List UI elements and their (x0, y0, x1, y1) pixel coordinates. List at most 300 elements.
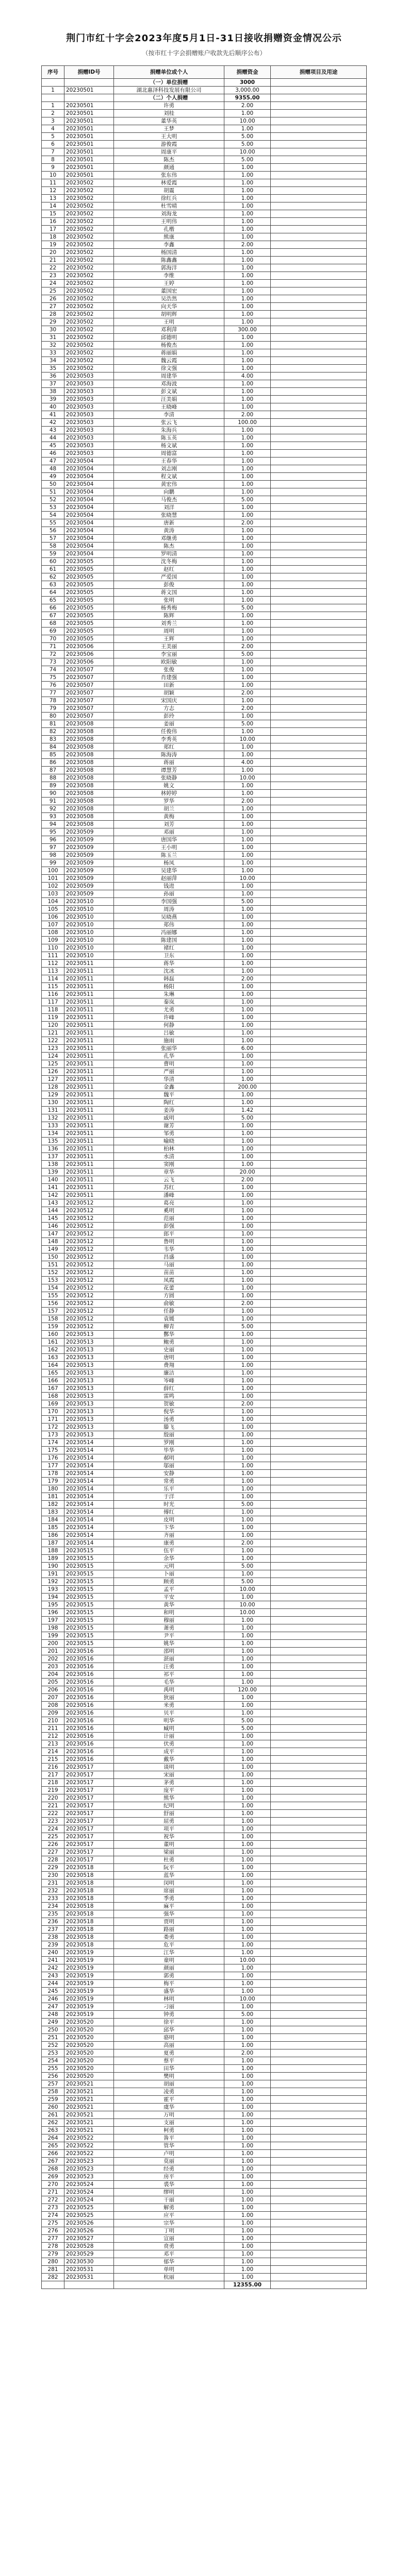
table-row (42, 573, 367, 581)
row-no: 281 (42, 2266, 64, 2274)
row-amount: 1.00 (224, 890, 271, 898)
row-no: 141 (42, 1184, 64, 1192)
row-no: 193 (42, 1586, 64, 1594)
row-amount: 1.00 (224, 767, 271, 774)
row-usage (271, 2158, 367, 2165)
row-amount: 1.00 (224, 2158, 271, 2165)
row-amount: 1.00 (224, 1068, 271, 1076)
row-no: 196 (42, 1609, 64, 1617)
row-no: 14 (42, 202, 64, 210)
row-id: 20230501 (64, 117, 114, 125)
row-usage (271, 2080, 367, 2088)
row-id: 20230507 (64, 689, 114, 697)
row-id: 20230530 (64, 2258, 114, 2266)
row-id: 20230511 (64, 1184, 114, 1192)
row-usage (271, 1957, 367, 1964)
row-usage (271, 1346, 367, 1354)
row-usage (271, 1563, 367, 1570)
row-no: 123 (42, 1045, 64, 1053)
row-no: 83 (42, 736, 64, 743)
row-id: 20230509 (64, 844, 114, 852)
table-row (42, 1856, 367, 1864)
row-usage (271, 589, 367, 597)
row-no: 45 (42, 442, 64, 450)
row-no: 59 (42, 550, 64, 558)
table-row (42, 759, 367, 767)
row-amount: 1.00 (224, 1192, 271, 1199)
row-donor: 马丽 (114, 1261, 224, 1269)
row-no: 190 (42, 1563, 64, 1570)
row-amount: 1.00 (224, 1308, 271, 1315)
row-amount: 1.00 (224, 844, 271, 852)
table-row (42, 543, 367, 550)
row-id: 20230513 (64, 1400, 114, 1408)
row-donor: 杜雪晴 (114, 202, 224, 210)
table-row (42, 852, 367, 859)
row-usage (271, 1331, 367, 1338)
row-donor: 杨俊杰 (114, 342, 224, 349)
row-no: 66 (42, 604, 64, 612)
row-id: 20230520 (64, 2057, 114, 2065)
row-no: 219 (42, 1787, 64, 1794)
row-amount: 5.00 (224, 1725, 271, 1733)
row-amount: 1.00 (224, 1825, 271, 1833)
row-amount: 2.00 (224, 2049, 271, 2057)
row-id: 20230517 (64, 1787, 114, 1794)
row-no: 1 (42, 102, 64, 110)
row-amount: 1.00 (224, 218, 271, 226)
row-id: 20230502 (64, 179, 114, 187)
row-id: 20230528 (64, 2243, 114, 2250)
row-usage (271, 1083, 367, 1091)
row-no: 232 (42, 1887, 64, 1895)
table-row (42, 1153, 367, 1161)
row-id: 20230518 (64, 1872, 114, 1879)
row-usage (271, 1586, 367, 1594)
table-row (42, 1346, 367, 1354)
row-no: 72 (42, 651, 64, 658)
row-id: 20230511 (64, 1068, 114, 1076)
row-donor: 魏云霞 (114, 357, 224, 365)
row-no: 178 (42, 1470, 64, 1478)
row-donor: 郭海洋 (114, 264, 224, 272)
table-row (42, 195, 367, 202)
row-donor: 宣丽 (114, 2235, 224, 2243)
row-id: 20230517 (64, 1810, 114, 1818)
table-row (42, 782, 367, 790)
row-usage (271, 396, 367, 403)
table-row (42, 125, 367, 133)
row-id: 20230514 (64, 1501, 114, 1509)
row-id: 20230503 (64, 380, 114, 388)
row-id: 20230513 (64, 1431, 114, 1439)
row-amount: 1.00 (224, 790, 271, 798)
row-donor: 严丽 (114, 1068, 224, 1076)
row-usage (271, 790, 367, 798)
row-donor: 袁媛 (114, 1315, 224, 1323)
row-donor: 明华 (114, 1717, 224, 1725)
row-amount: 1.00 (224, 1362, 271, 1369)
row-no: 205 (42, 1679, 64, 1686)
row-amount: 1.00 (224, 488, 271, 496)
row-no: 136 (42, 1145, 64, 1153)
table-row (42, 898, 367, 906)
row-id: 20230514 (64, 1470, 114, 1478)
table-row (42, 736, 367, 743)
row-amount: 1.00 (224, 264, 271, 272)
row-no: 118 (42, 1006, 64, 1014)
row-amount: 1.00 (224, 566, 271, 573)
table-row (42, 372, 367, 380)
row-donor: 姜涛 (114, 1107, 224, 1114)
table-row (42, 767, 367, 774)
row-donor: 裘华 (114, 2181, 224, 2189)
row-usage (271, 566, 367, 573)
row-usage (271, 620, 367, 628)
row-usage (271, 357, 367, 365)
row-usage (271, 334, 367, 342)
row-usage (271, 774, 367, 782)
row-amount: 1.00 (224, 1980, 271, 1988)
row-donor: 俞敏 (114, 1300, 224, 1308)
row-amount: 10.00 (224, 774, 271, 782)
row-donor: 吴建华 (114, 867, 224, 875)
row-no: 201 (42, 1648, 64, 1655)
row-donor: 黄涛 (114, 527, 224, 535)
row-amount: 1.00 (224, 1648, 271, 1655)
row-id: 20230511 (64, 991, 114, 998)
row-id: 20230514 (64, 1532, 114, 1539)
row-id: 20230526 (64, 2227, 114, 2235)
row-donor: 和明 (114, 1609, 224, 1617)
row-amount: 1.00 (224, 1122, 271, 1130)
table-row (42, 2235, 367, 2243)
row-donor: 苏红 (114, 1184, 224, 1192)
table-row (42, 318, 367, 326)
row-no: 54 (42, 512, 64, 519)
row-id: 20230519 (64, 2003, 114, 2011)
row-no: 80 (42, 713, 64, 720)
row-usage (271, 1192, 367, 1199)
row-amount: 1.00 (224, 318, 271, 326)
row-no: 53 (42, 504, 64, 512)
row-no: 140 (42, 1176, 64, 1184)
row-usage (271, 2258, 367, 2266)
row-usage (271, 1393, 367, 1400)
row-usage (271, 2127, 367, 2134)
row-id: 20230518 (64, 1941, 114, 1949)
row-amount: 1.00 (224, 2181, 271, 2189)
row-id: 20230518 (64, 1895, 114, 1903)
table-row (42, 1192, 367, 1199)
row-amount: 5.00 (224, 1323, 271, 1331)
row-no: 166 (42, 1377, 64, 1385)
row-donor: 应平 (114, 2212, 224, 2219)
row-donor: 史丽 (114, 1346, 224, 1354)
table-row (42, 929, 367, 937)
section-org-row (42, 79, 367, 87)
row-id: 20230512 (64, 1253, 114, 1261)
row-donor: 毛华 (114, 1679, 224, 1686)
row-usage (271, 1338, 367, 1346)
row-no: 227 (42, 1849, 64, 1856)
table-row (42, 1184, 367, 1192)
row-usage (271, 450, 367, 457)
row-usage (271, 1439, 367, 1447)
table-row (42, 1122, 367, 1130)
row-usage (271, 264, 367, 272)
row-donor: 祁平 (114, 1671, 224, 1679)
row-id: 20230509 (64, 867, 114, 875)
row-id: 20230513 (64, 1385, 114, 1393)
row-donor: 万明 (114, 2111, 224, 2119)
row-no: 127 (42, 1076, 64, 1083)
row-usage (271, 2235, 367, 2243)
row-no: 225 (42, 1833, 64, 1841)
row-id: 20230516 (64, 1648, 114, 1655)
row-donor: 谢芳 (114, 1122, 224, 1130)
row-amount: 1.00 (224, 2266, 271, 2274)
row-donor: 张晓静 (114, 774, 224, 782)
row-amount: 1.00 (224, 1771, 271, 1779)
row-usage (271, 2134, 367, 2142)
table-row (42, 1315, 367, 1323)
row-id: 20230505 (64, 597, 114, 604)
row-amount: 2.00 (224, 705, 271, 713)
table-row (42, 1910, 367, 1918)
table-row (42, 805, 367, 813)
row-usage (271, 1655, 367, 1663)
row-usage (271, 87, 367, 94)
row-no: 279 (42, 2250, 64, 2258)
row-id: 20230508 (64, 751, 114, 759)
row-no: 91 (42, 798, 64, 805)
table-row (42, 1810, 367, 1818)
page-subtitle: （按市红十字会捐赠账户收款先后顺序公布） (142, 49, 266, 57)
row-donor: 胡兰 (114, 805, 224, 813)
row-id: 20230521 (64, 2080, 114, 2088)
row-no: 41 (42, 411, 64, 419)
row-donor: 许勇 (114, 102, 224, 110)
row-id: 20230514 (64, 1462, 114, 1470)
row-id: 20230504 (64, 535, 114, 543)
row-donor: 项平 (114, 1825, 224, 1833)
row-donor: 毕华 (114, 1447, 224, 1454)
row-amount: 1.00 (224, 1022, 271, 1029)
row-amount: 1.00 (224, 1663, 271, 1671)
row-donor: 杜勇 (114, 1856, 224, 1864)
row-amount: 1.00 (224, 1261, 271, 1269)
row-no: 1 (42, 87, 64, 94)
row-usage (271, 2142, 367, 2150)
table-row (42, 1045, 367, 1053)
row-amount: 2.00 (224, 975, 271, 983)
table-row (42, 1300, 367, 1308)
row-usage (271, 1284, 367, 1292)
row-usage (271, 1609, 367, 1617)
row-id: 20230508 (64, 798, 114, 805)
row-usage (271, 983, 367, 991)
table-row (42, 1284, 367, 1292)
table-row (42, 952, 367, 960)
table-row (42, 2196, 367, 2204)
table-row (42, 1130, 367, 1138)
row-id: 20230514 (64, 1493, 114, 1501)
row-amount: 1.00 (224, 573, 271, 581)
row-id: 20230510 (64, 929, 114, 937)
row-amount: 1.00 (224, 682, 271, 689)
table-row (42, 1091, 367, 1099)
row-donor: 许峰 (114, 1014, 224, 1022)
row-amount: 1.00 (224, 1246, 271, 1253)
row-no: 273 (42, 2204, 64, 2212)
row-donor: 朱琳 (114, 991, 224, 998)
row-donor: 任静 (114, 1308, 224, 1315)
row-no: 186 (42, 1532, 64, 1539)
row-usage (271, 550, 367, 558)
row-donor: 闵明 (114, 1879, 224, 1887)
table-row (42, 1895, 367, 1903)
row-amount: 1.00 (224, 883, 271, 890)
row-no: 250 (42, 2026, 64, 2034)
row-amount: 20.00 (224, 1168, 271, 1176)
row-usage (271, 1594, 367, 1601)
row-usage (271, 852, 367, 859)
row-no: 132 (42, 1114, 64, 1122)
row-amount: 5.00 (224, 651, 271, 658)
row-donor: 徐文强 (114, 365, 224, 372)
row-id: 20230510 (64, 913, 114, 921)
header-name: 捐赠单位或个人 (114, 66, 224, 79)
row-donor: 奚明 (114, 1207, 224, 1215)
row-donor: 周涛 (114, 906, 224, 913)
row-no: 271 (42, 2189, 64, 2196)
row-donor: 杨凤 (114, 859, 224, 867)
row-id: 20230513 (64, 1408, 114, 1416)
row-no: 135 (42, 1138, 64, 1145)
row-amount: 1.00 (224, 998, 271, 1006)
table-row (42, 1114, 367, 1122)
row-usage (271, 1949, 367, 1957)
row-no: 44 (42, 434, 64, 442)
row-amount: 1.00 (224, 1547, 271, 1555)
row-id: 20230504 (64, 496, 114, 504)
table-row (42, 465, 367, 473)
row-id: 20230512 (64, 1269, 114, 1277)
table-row (42, 921, 367, 929)
row-usage (271, 1555, 367, 1563)
row-donor: 方圆 (114, 1292, 224, 1300)
row-amount: 1.00 (224, 504, 271, 512)
row-donor: 邓利萍 (114, 326, 224, 334)
row-donor: 潘峰 (114, 1192, 224, 1199)
row-usage (271, 875, 367, 883)
row-id: 20230515 (64, 1617, 114, 1624)
row-no: 19 (42, 241, 64, 249)
row-no: 60 (42, 558, 64, 566)
row-amount: 1.00 (224, 1733, 271, 1740)
table-row (42, 1872, 367, 1879)
row-amount: 1.00 (224, 1238, 271, 1246)
table-row (42, 798, 367, 805)
row-id: 20230511 (64, 1076, 114, 1083)
row-usage (271, 1045, 367, 1053)
row-donor: 孙丽 (114, 890, 224, 898)
table-row (42, 2274, 367, 2281)
row-amount: 1.00 (224, 1393, 271, 1400)
row-usage (271, 233, 367, 241)
row-usage (271, 195, 367, 202)
row-id: 20230520 (64, 2049, 114, 2057)
row-donor: 倪华 (114, 1408, 224, 1416)
table-row (42, 1369, 367, 1377)
row-amount: 1.00 (224, 1671, 271, 1679)
row-amount: 1.00 (224, 1130, 271, 1138)
row-id: 20230522 (64, 2142, 114, 2150)
row-donor: 田新 (114, 682, 224, 689)
row-usage (271, 419, 367, 427)
row-donor: 陈杰 (114, 543, 224, 550)
table-row (42, 1331, 367, 1338)
row-usage (271, 635, 367, 643)
row-id: 20230517 (64, 1779, 114, 1787)
row-amount: 1.00 (224, 195, 271, 202)
row-id: 20230517 (64, 1841, 114, 1849)
table-row (42, 2003, 367, 2011)
row-amount: 1.00 (224, 1787, 271, 1794)
table-row (42, 1516, 367, 1524)
row-amount: 1.00 (224, 867, 271, 875)
row-no: 109 (42, 937, 64, 944)
table-row (42, 2096, 367, 2104)
row-no: 40 (42, 403, 64, 411)
row-id: 20230516 (64, 1671, 114, 1679)
row-no: 246 (42, 1995, 64, 2003)
row-amount: 1.00 (224, 1006, 271, 1014)
table-row (42, 597, 367, 604)
table-row (42, 1887, 367, 1895)
row-no: 267 (42, 2158, 64, 2165)
row-donor: 舒丽 (114, 1810, 224, 1818)
table-row (42, 2026, 367, 2034)
row-no: 145 (42, 1215, 64, 1223)
row-no: 25 (42, 287, 64, 295)
row-amount: 10.00 (224, 736, 271, 743)
row-id: 20230502 (64, 233, 114, 241)
row-usage (271, 1648, 367, 1655)
row-donor: 危平 (114, 1941, 224, 1949)
row-no: 56 (42, 527, 64, 535)
row-id: 20230501 (64, 133, 114, 141)
row-usage (271, 2019, 367, 2026)
table-row (42, 790, 367, 798)
row-amount: 1.00 (224, 2227, 271, 2235)
row-id: 20230516 (64, 1702, 114, 1709)
row-amount: 1.00 (224, 1037, 271, 1045)
row-id: 20230512 (64, 1292, 114, 1300)
row-donor: 何静 (114, 1022, 224, 1029)
table-row (42, 110, 367, 117)
row-id: 20230515 (64, 1578, 114, 1586)
row-id: 20230510 (64, 898, 114, 906)
row-amount: 1.00 (224, 658, 271, 666)
row-id: 20230519 (64, 1972, 114, 1980)
row-donor: 卫东 (114, 952, 224, 960)
row-usage (271, 1022, 367, 1029)
row-donor: 周明 (114, 628, 224, 635)
row-id: 20230511 (64, 1161, 114, 1168)
table-header-row (42, 66, 367, 79)
